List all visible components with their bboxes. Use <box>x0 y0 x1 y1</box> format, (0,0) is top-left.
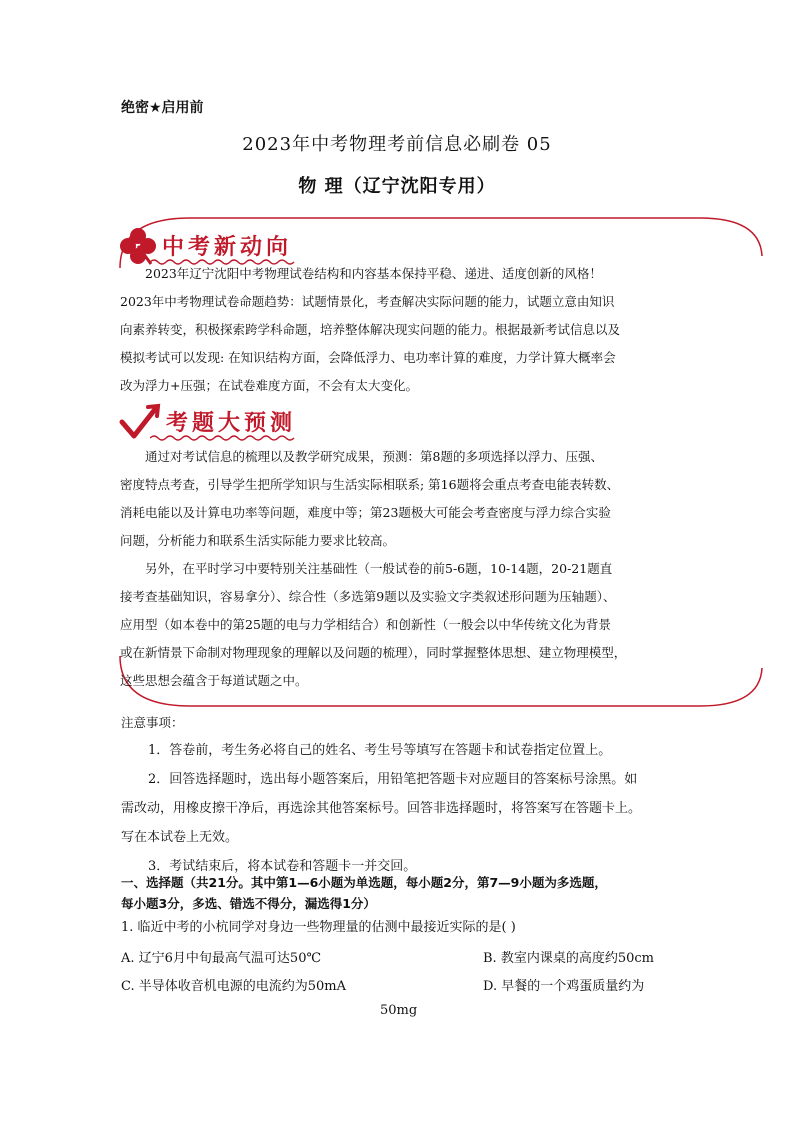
paragraph: 2023年中考物理试卷命题趋势：试题情景化，考查解决实际问题的能力，试题立意由知识 <box>120 294 615 309</box>
section-heading-predictions: 考题大预测 <box>166 411 297 436</box>
notes-label: 注意事项： <box>121 715 184 730</box>
section-instructions-line: 一、选择题（共21分。其中第1—6小题为单选题，每小题2分，第7—9小题为多选题， <box>121 875 607 890</box>
paragraph: 模拟考试可以发现: 在知识结构方面，会降低浮力、电功率计算的难度，力学计算大概率会 <box>120 350 616 365</box>
option-d-continuation: 50mg <box>380 1003 418 1018</box>
note-item: 3．考试结束后，将本试卷和答题卡一并交回。 <box>148 859 417 874</box>
paragraph: 通过对考试信息的梳理以及教学研究成果，预测：第8题的多项选择以浮力、压强、 <box>145 449 603 464</box>
note-item: 2．回答选择题时，选出每小题答案后，用铅笔把答题卡对应题目的答案标号涂黑。如 <box>148 772 638 787</box>
option-c: C. 半导体收音机电源的电流约为50mA <box>121 979 347 994</box>
note-item: 写在本试卷上无效。 <box>121 830 239 845</box>
paragraph: 2023年辽宁沈阳中考物理试卷结构和内容基本保持平稳、递进、适度创新的风格！ <box>145 266 602 281</box>
paragraph: 这些思想会蕴含于每道试题之中。 <box>120 673 308 688</box>
note-item: 1．答卷前，考生务必将自己的姓名、考生号等填写在答题卡和试卷指定位置上。 <box>148 743 612 758</box>
paragraph: 密度特点考查，引导学生把所学知识与生活实际相联系; 第16题将会重点考查电能表转数、 <box>120 477 620 492</box>
exam-title: 2023年中考物理考前信息必刷卷 05 <box>242 134 552 155</box>
paragraph: 或在新情景下命制对物理现象的理解以及问题的梳理），同时掌握整体思想、建立物理模型， <box>120 645 627 660</box>
paragraph: 问题，分析能力和联系生活实际能力要求比较高。 <box>120 533 396 548</box>
question-1-stem: 1. 临近中考的小杭同学对身边一些物理量的估测中最接近实际的是( ) <box>121 920 516 935</box>
confidential-mark: 绝密★启用前 <box>121 100 204 116</box>
paragraph: 接考查基础知识，容易拿分）、综合性（多选第9题以及实验文字类叙述形问题为压轴题）、 <box>120 589 616 604</box>
note-item: 需改动，用橡皮擦干净后，再选涂其他答案标号。回答非选择题时，将答案写在答题卡上。 <box>121 801 642 816</box>
paragraph: 向素养转变，积极探索跨学科命题，培养整体解决现实问题的能力。根据最新考试信息以及 <box>120 322 621 337</box>
paragraph: 消耗电能以及计算电功率等问题，难度中等；第23题极大可能会考查密度与浮力综合实验 <box>120 505 611 520</box>
paragraph: 应用型（如本卷中的第25题的电与力学相结合）和创新性（一般会以中华传统文化为背景 <box>120 617 611 632</box>
paragraph: 另外，在平时学习中要特别关注基础性（一般试卷的前5-6题，10-14题，20-21题直 <box>145 561 613 576</box>
trends-text <box>120 260 675 400</box>
option-d: D. 早餐的一个鸡蛋质量约为 <box>483 979 645 994</box>
section-heading-trends: 中考新动向 <box>162 235 293 260</box>
section-instructions <box>121 872 681 914</box>
section-instructions-line: 每小题3分，多选、错选不得分，漏选得1分） <box>121 896 376 911</box>
heading-underline <box>150 434 300 442</box>
paragraph: 改为浮力+压强；在试卷难度方面，不会有太大变化。 <box>120 378 418 393</box>
notes-list <box>121 736 681 881</box>
option-b: B. 教室内课桌的高度约50cm <box>483 951 654 966</box>
option-a: A. 辽宁6月中旬最高气温可达50℃ <box>121 951 322 966</box>
exam-subtitle: 物 理（辽宁沈阳专用） <box>298 176 496 197</box>
predictions-text <box>120 443 675 695</box>
